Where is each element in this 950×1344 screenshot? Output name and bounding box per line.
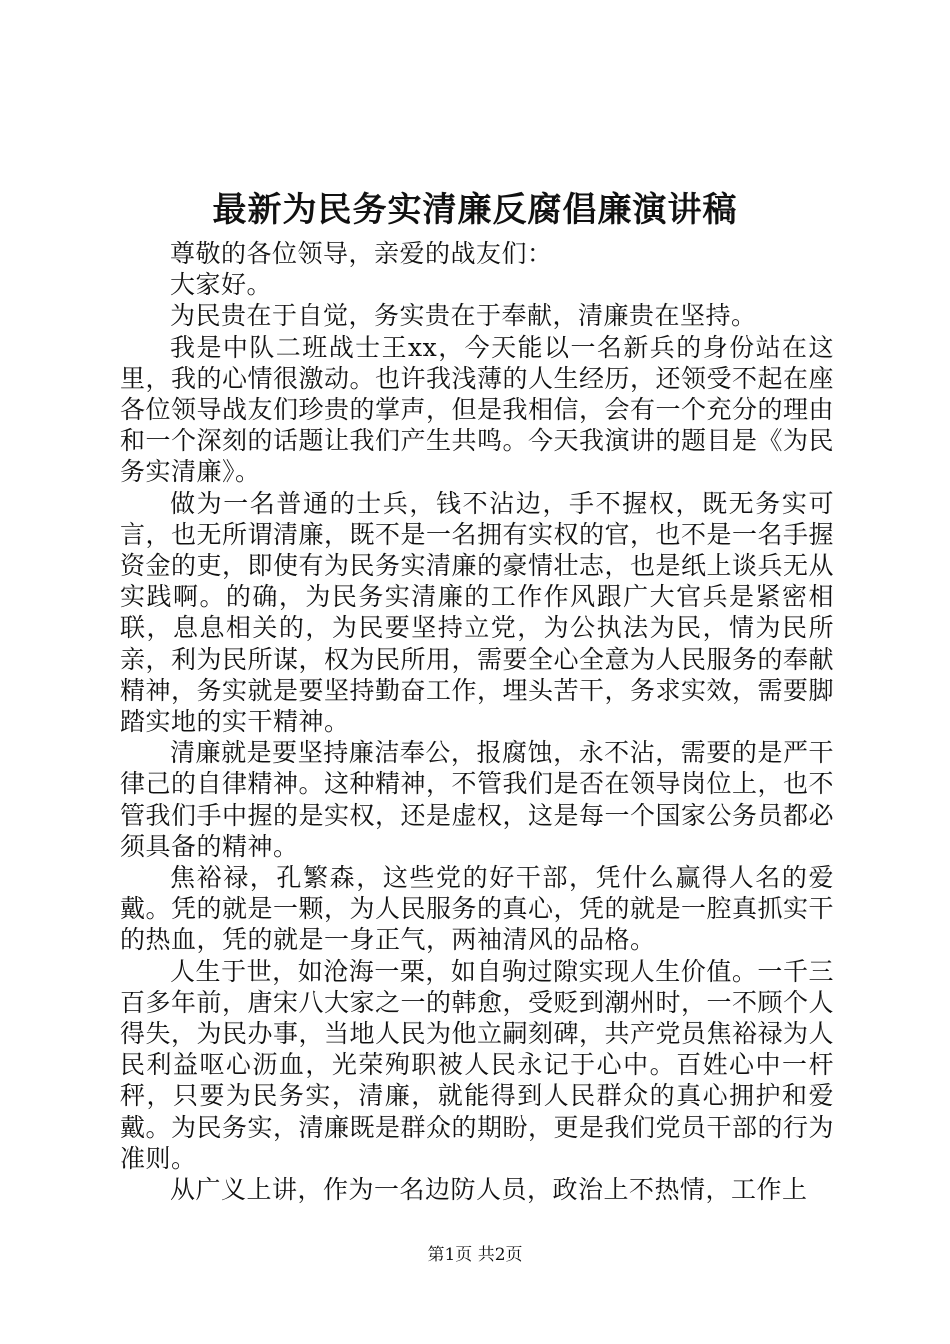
- paragraph-life-value: 人生于世，如沧海一栗，如自驹过隙实现人生价值。一千三百多年前，唐宋八大家之一的韩愈，受贬到潮州时，一不顾个人得失，为民办事，当地人民为他立嗣刻碑，共产党员焦裕禄为人民利益呕心沥血，光荣殉职被人民永记于心中。百姓心中一杆秤，只要为民务实，清廉，就能得到人民群众的真心拥护和爱戴。为民务实，清廉既是群众的期盼，更是我们党员干部的行为准则。: [120, 956, 835, 1173]
- page-number-footer: 第1页 共2页: [427, 1245, 523, 1265]
- paragraph-role-models: 焦裕禄，孔繁森，这些党的好干部，凭什么赢得人名的爱戴。凭的就是一颗，为人民服务的真心，凭的就是一腔真抓实干的热血，凭的就是一身正气，两袖清风的品格。: [120, 863, 835, 955]
- paragraph-greeting: 大家好。: [170, 270, 273, 300]
- document-body: [120, 238, 834, 1205]
- paragraph-integrity: 清廉就是要坚持廉洁奉公，报腐蚀，永不沾，需要的是严干律己的自律精神。这种精神，不管我们是否在领导岗位上，也不管我们手中握的是实权，还是虚权，这是每一个国家公务员都必须具备的精神。: [120, 738, 835, 861]
- paragraph-soldier-duty: 做为一名普通的士兵，钱不沾边，手不握权，既无务实可言，也无所谓清廉，既不是一名拥有实权的官，也不是一名手握资金的吏，即使有为民务实清廉的豪情壮志，也是纸上谈兵无从实践啊。的确，为民务实清廉的工作作风跟广大官兵是紧密相联，息息相关的，为民要坚持立党，为公执法为民，情为民所亲，利为民所谋，权为民所用，需要全心全意为人民服务的奉献精神，务实就是要坚持勤奋工作，埋头苦干，务求实效，需要脚踏实地的实干精神。: [120, 488, 835, 737]
- paragraph-motto: 为民贵在于自觉，务实贵在于奉献，清廉贵在坚持。: [170, 301, 757, 331]
- paragraph-border-duty: 从广义上讲，作为一名边防人员，政治上不热情，工作上: [170, 1175, 808, 1205]
- document-title: 最新为民务实清廉反腐倡廉演讲稿: [212, 190, 738, 230]
- paragraph-introduction: 我是中队二班战士王xx，今天能以一名新兵的身份站在这里，我的心情很激动。也许我浅薄的人生经历，还领受不起在座各位领导战友们珍贵的掌声，但是我相信，会有一个充分的理由和一个深刻的话题让我们产生共鸣。今天我演讲的题目是《为民务实清廉》。: [120, 332, 835, 487]
- paragraph-salutation: 尊敬的各位领导，亲爱的战友们：: [170, 239, 553, 268]
